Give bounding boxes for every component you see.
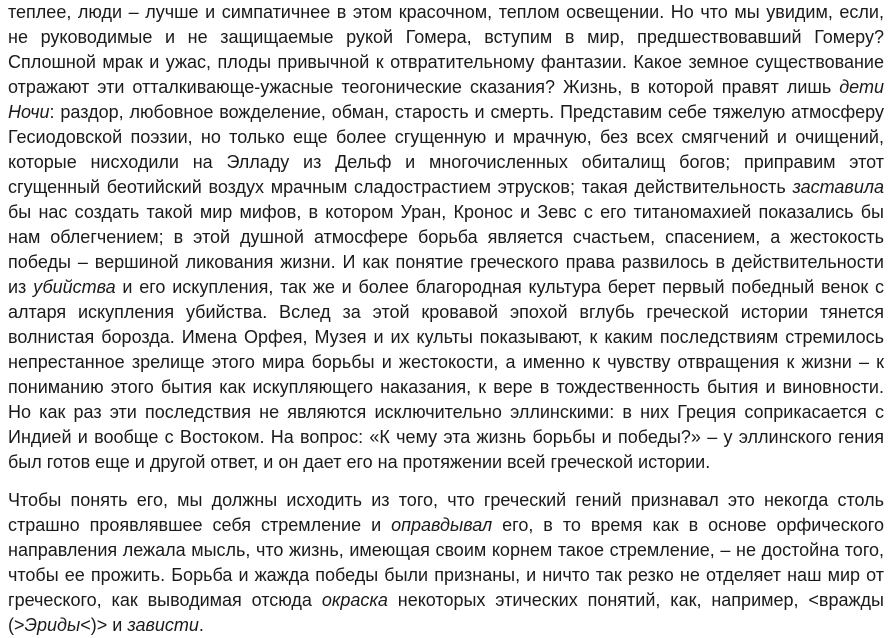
text-run: <)> и — [80, 615, 128, 635]
emphasized-text: оправдывал — [391, 515, 493, 535]
text-run: Чтобы понять его, мы должны исходить из того, что греческий гений признавал это некогда столь страшно проявлявшее себя стремление и — [8, 490, 884, 535]
text-run: его, в то время как в основе орфического направления лежала мысль, что жизнь, имеющая своим корнем такое стремление, – не достойна того, чтобы ее прожить. Борьба и жажда победы были признаны, и ничто так резко не отделяет наш мир от греческого, как выводимая отсюда — [8, 515, 884, 610]
text-run: : раздор, любовное вожделение, обман, старость и смерть. Представим себе тяжелую атмосферу Гесиодовской поэзии, но только еще более сгущенную и мрачную, без всех смягчений и очищений, которые нисходили на Элладу из Дельф и многочисленных обиталищ богов; приправим этот сгущенный беотийский воздух мрачным сладострастием этрусков; такая действительность — [8, 102, 884, 197]
text-run: бы нас создать такой мир мифов, в котором Уран, Кронос и Зевс с его титаномахией показались бы нам облегчением; в этой душной атмосфере борьба является счастьем, спасением, а жестокость победы – вершиной ликования жизни. И как понятие греческого права развилось в действительности из — [8, 202, 884, 297]
emphasized-text: окраска — [321, 590, 388, 610]
document-body — [8, 0, 884, 638]
emphasized-text: дети Ночи — [8, 77, 884, 122]
paragraph-2 — [8, 488, 884, 638]
text-run: и его искупления, так же и более благородная культура берет первый победный венок с алтаря искупления убийства. Вслед за этой кровавой эпохой вглубь греческой истории тянется волнистая борозда. Имена Орфея, Музея и их культы показывают, к каким последствиям стремилось непрестанное зрелище этого мира борьбы и жестокости, а именно к чувству отвращения к жизни – к пониманию этого бытия как искупляющего наказания, к вере в тождественность бытия и виновности. Но как раз эти последствия не являются исключительно эллинскими: в них Греция соприкасается с Индией и вообще с Востоком. На вопрос: «К чему эта жизнь борьбы и победы?» – у эллинского гения был готов еще и другой ответ, и он дает его на протяжении всей греческой истории. — [8, 277, 885, 472]
emphasized-text: убийства — [33, 277, 116, 297]
text-run: теплее, люди – лучше и симпатичнее в этом красочном, теплом освещении. Но что мы увидим, если, не руководимые и не защищаемые рукой Гомера, вступим в мир, предшествовавший Гомеру? Сплошной мрак и ужас, плоды привычной к отвратительному фантазии. Какое земное существование отражают эти отталкивающе-ужасные теогонические сказания? Жизнь, в которой правят лишь — [8, 2, 884, 97]
paragraph-1 — [8, 0, 884, 475]
emphasized-text: заставила — [792, 177, 884, 197]
emphasized-text: Эриды — [24, 615, 81, 635]
emphasized-text: зависти — [127, 615, 199, 635]
text-run: . — [198, 615, 204, 635]
text-run: некоторых этических понятий, как, например, <вражды (> — [8, 590, 884, 635]
